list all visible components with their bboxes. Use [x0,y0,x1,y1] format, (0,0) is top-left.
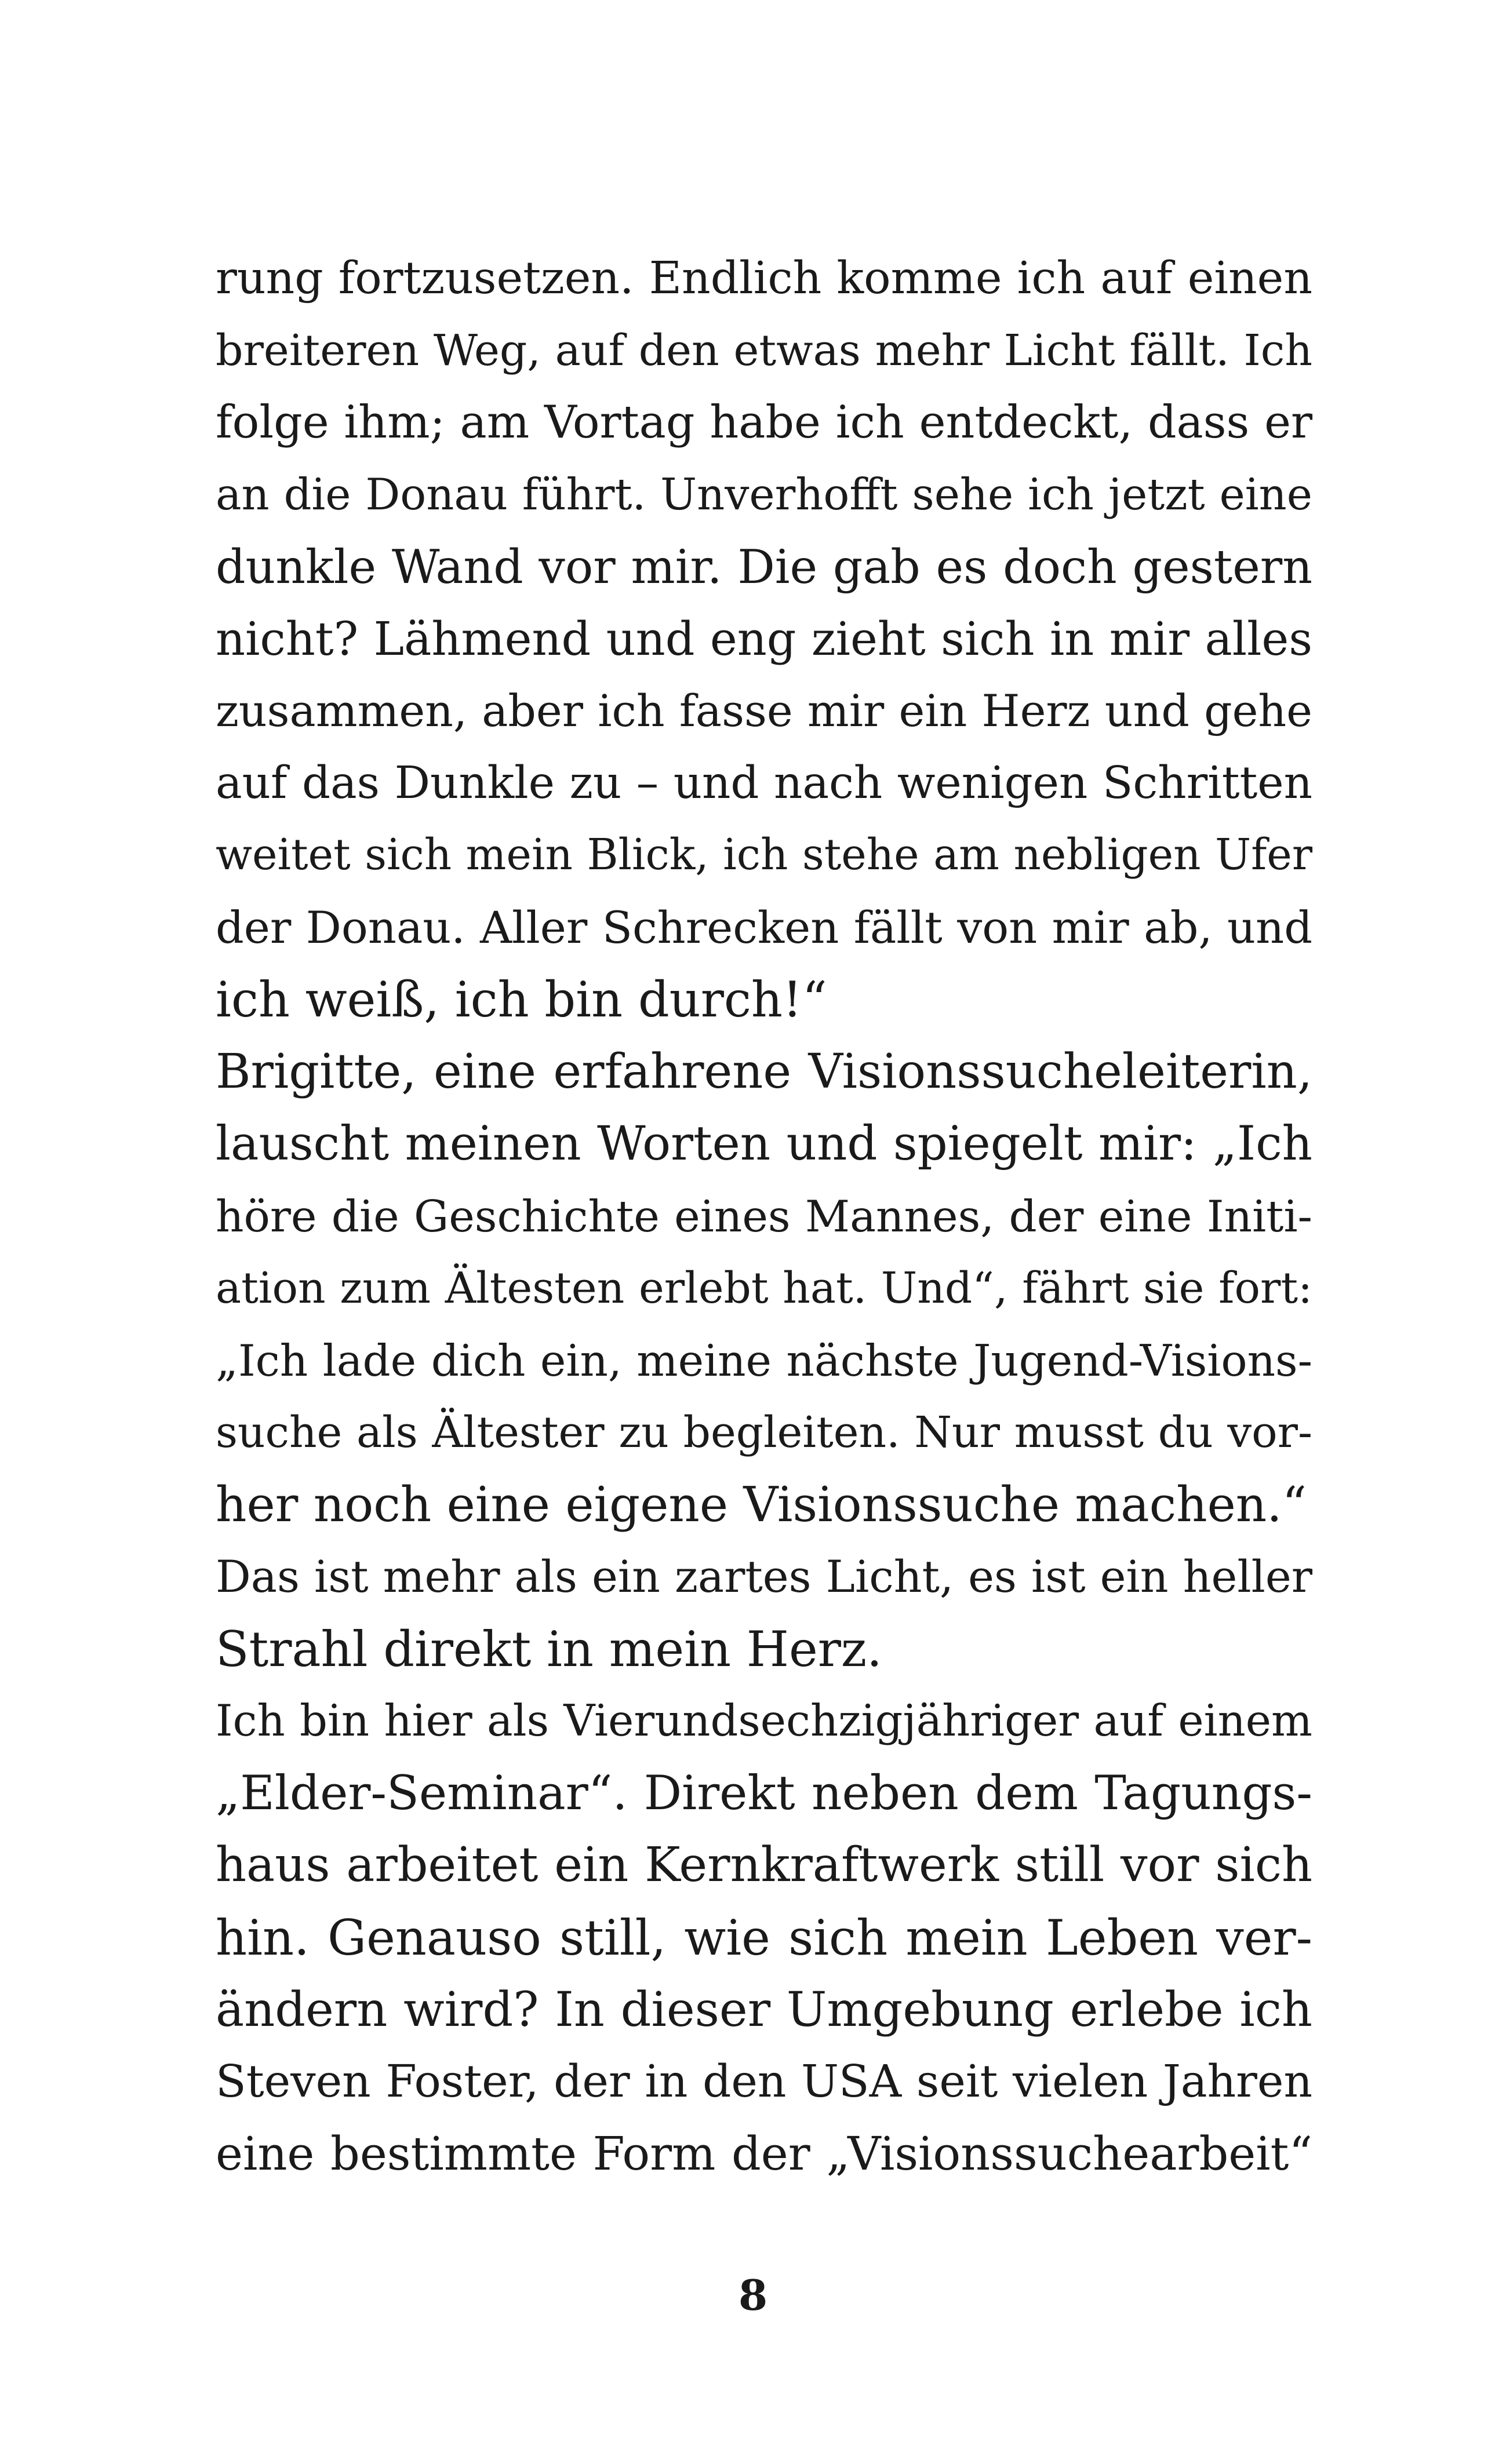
text-line: Brigitte, eine erfahrene Visionssucheleiterin, [216,1044,1312,1099]
text-line: „Ich lade dich ein, meine nächste Jugend-Visions- [216,1335,1312,1386]
text-line: an die Donau führt. Unverhofft sehe ich jetzt eine [216,469,1312,520]
text-line: haus arbeitet ein Kernkraftwerk still vor sich [216,1838,1312,1893]
text-line: suche als Ältester zu begleiten. Nur musst du vor- [216,1408,1312,1457]
text-line: „Elder-Seminar“. Direkt neben dem Tagungs- [216,1765,1312,1821]
body-text [216,242,1312,2190]
text-line: lauscht meinen Worten und spiegelt mir: „Ich [216,1117,1312,1171]
text-line: her noch eine eigene Visionssuche machen.“ [216,1476,1307,1533]
text-line: dunkle Wand vor mir. Die gab es doch gestern [216,540,1312,594]
page-number: 8 [738,2270,768,2320]
text-line: Steven Foster, der in den USA seit vielen Jahren [216,2055,1312,2108]
text-line: folge ihm; am Vortag habe ich entdeckt, dass er [216,396,1312,449]
text-line: Strahl direkt in mein Herz. [216,1620,882,1678]
text-line: höre die Geschichte eines Mannes, der eine Initi- [216,1190,1312,1242]
text-line: der Donau. Aller Schrecken fällt von mir ab, und [216,901,1312,953]
text-line: Das ist mehr als ein zartes Licht, es ist ein heller [216,1551,1312,1602]
text-line: nicht? Lähmend und eng zieht sich in mir alles [216,611,1312,666]
text-line: weitet sich mein Blick, ich stehe am nebligen Ufer [216,830,1312,880]
text-line: eine bestimmte Form der „Visionssuchearbeit“ [216,2127,1312,2181]
text-line: rung fortzusetzen. Endlich komme ich auf einen [216,252,1312,304]
text-line: hin. Genauso still, wie sich mein Leben ver- [216,1909,1312,1966]
text-line: Ich bin hier als Vierundsechzigjähriger auf einem [216,1696,1312,1746]
text-line: breiteren Weg, auf den etwas mehr Licht fällt. Ich [216,325,1312,376]
text-line: ich weiß, ich bin durch!“ [216,971,827,1028]
text-line: auf das Dunkle zu – und nach wenigen Schritten [216,757,1312,809]
text-line: zusammen, aber ich fasse mir ein Herz und gehe [216,686,1312,737]
text-line: ation zum Ältesten erlebt hat. Und“, fährt sie fort: [216,1263,1312,1313]
text-line: ändern wird? In dieser Umgebung erlebe ich [216,1982,1312,2037]
